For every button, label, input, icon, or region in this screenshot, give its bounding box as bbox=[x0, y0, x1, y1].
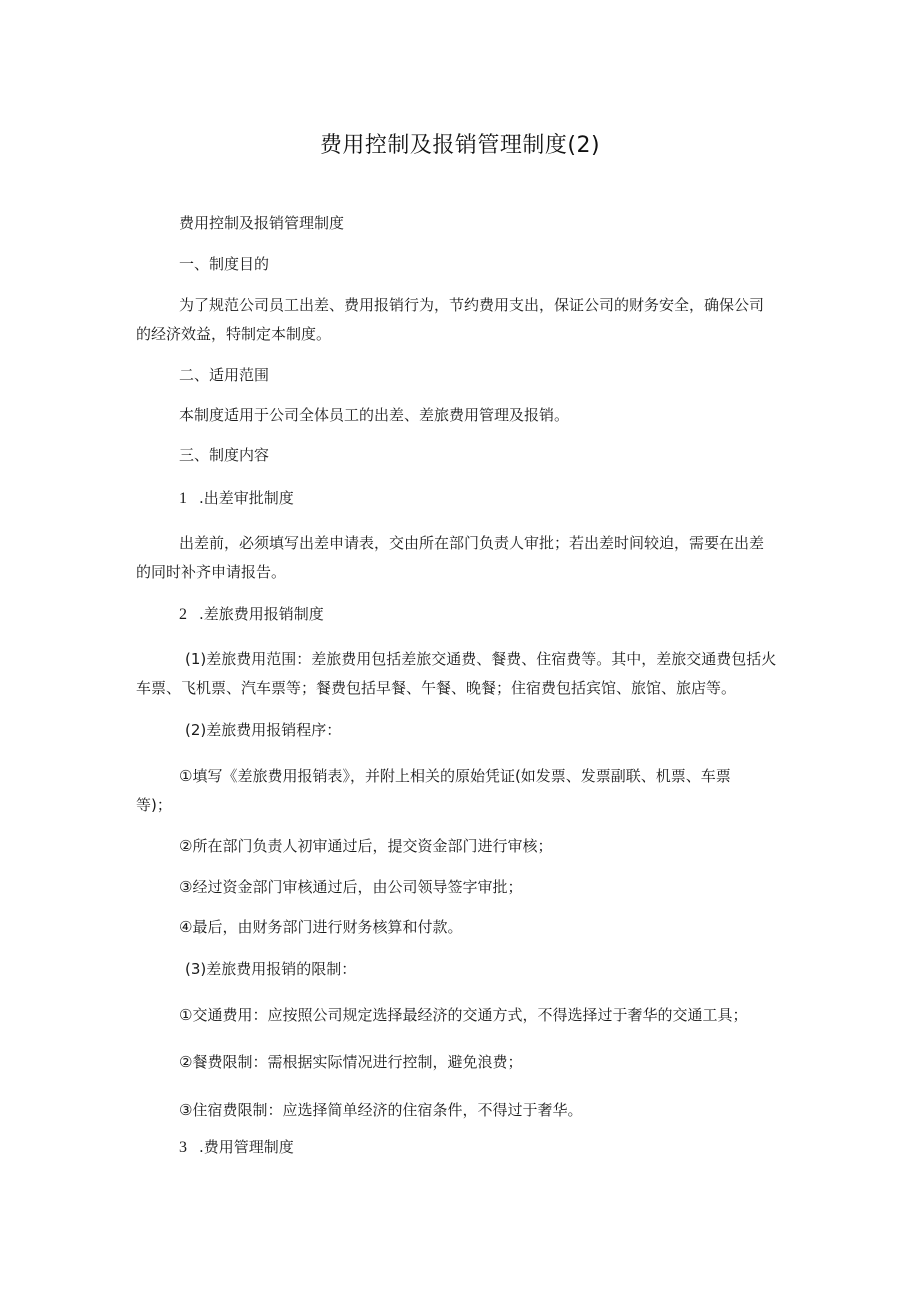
limit-transport: ①交通费用：应按照公司规定选择最经济的交通方式，不得选择过于奢华的交通工具； bbox=[179, 1006, 748, 1024]
item3-heading bbox=[179, 1136, 294, 1159]
expense-scope-line1: (1)差旅费用范围：差旅费用包括差旅交通费、餐费、住宿费等。其中，差旅交通费包括火 bbox=[185, 650, 777, 668]
expense-scope-line2: 车票、飞机票、汽车票等；餐费包括早餐、午餐、晚餐；住宿费包括宾馆、旅馆、旅店等。 bbox=[136, 679, 737, 697]
item2-heading bbox=[179, 603, 324, 626]
item3-number: 3 bbox=[179, 1139, 187, 1156]
item2-heading-text: .差旅费用报销制度 bbox=[199, 605, 324, 623]
item1-heading-text: .出差审批制度 bbox=[199, 489, 294, 507]
document-subtitle: 费用控制及报销管理制度 bbox=[179, 214, 345, 232]
scope-paragraph: 本制度适用于公司全体员工的出差、差旅费用管理及报销。 bbox=[179, 406, 570, 424]
procedure-heading: (2)差旅费用报销程序： bbox=[185, 721, 342, 739]
item2-number: 2 bbox=[179, 606, 187, 623]
procedure-step1-line2: 等)； bbox=[136, 796, 172, 814]
procedure-step4: ④最后，由财务部门进行财务核算和付款。 bbox=[179, 918, 463, 936]
purpose-paragraph-line2: 的经济效益，特制定本制度。 bbox=[136, 325, 332, 343]
document-title: 费用控制及报销管理制度(2) bbox=[319, 133, 601, 158]
item1-number: 1 bbox=[179, 490, 187, 507]
procedure-step3: ③经过资金部门审核通过后，由公司领导签字审批； bbox=[179, 878, 523, 896]
item1-heading bbox=[179, 487, 294, 510]
item1-paragraph-line2: 的同时补齐申请报告。 bbox=[136, 563, 287, 581]
purpose-paragraph-line1: 为了规范公司员工出差、费用报销行为，节约费用支出，保证公司的财务安全，确保公司 bbox=[179, 296, 765, 314]
item3-heading-text: .费用管理制度 bbox=[199, 1138, 294, 1156]
section-heading-content: 三、制度内容 bbox=[179, 446, 270, 464]
limit-lodging: ③住宿费限制：应选择简单经济的住宿条件，不得过于奢华。 bbox=[179, 1101, 583, 1119]
procedure-step2: ②所在部门负责人初审通过后，提交资金部门进行审核； bbox=[179, 837, 553, 855]
item1-paragraph-line1: 出差前，必须填写出差申请表，交由所在部门负责人审批；若出差时间较迫，需要在出差 bbox=[179, 534, 765, 552]
procedure-step1-line1: ①填写《差旅费用报销表》，并附上相关的原始凭证(如发票、发票副联、机票、车票 bbox=[179, 767, 731, 785]
limits-heading: (3)差旅费用报销的限制： bbox=[185, 960, 357, 978]
section-heading-scope: 二、适用范围 bbox=[179, 366, 270, 384]
limit-meals: ②餐费限制：需根据实际情况进行控制，避免浪费； bbox=[179, 1053, 523, 1071]
section-heading-purpose: 一、制度目的 bbox=[179, 255, 270, 273]
